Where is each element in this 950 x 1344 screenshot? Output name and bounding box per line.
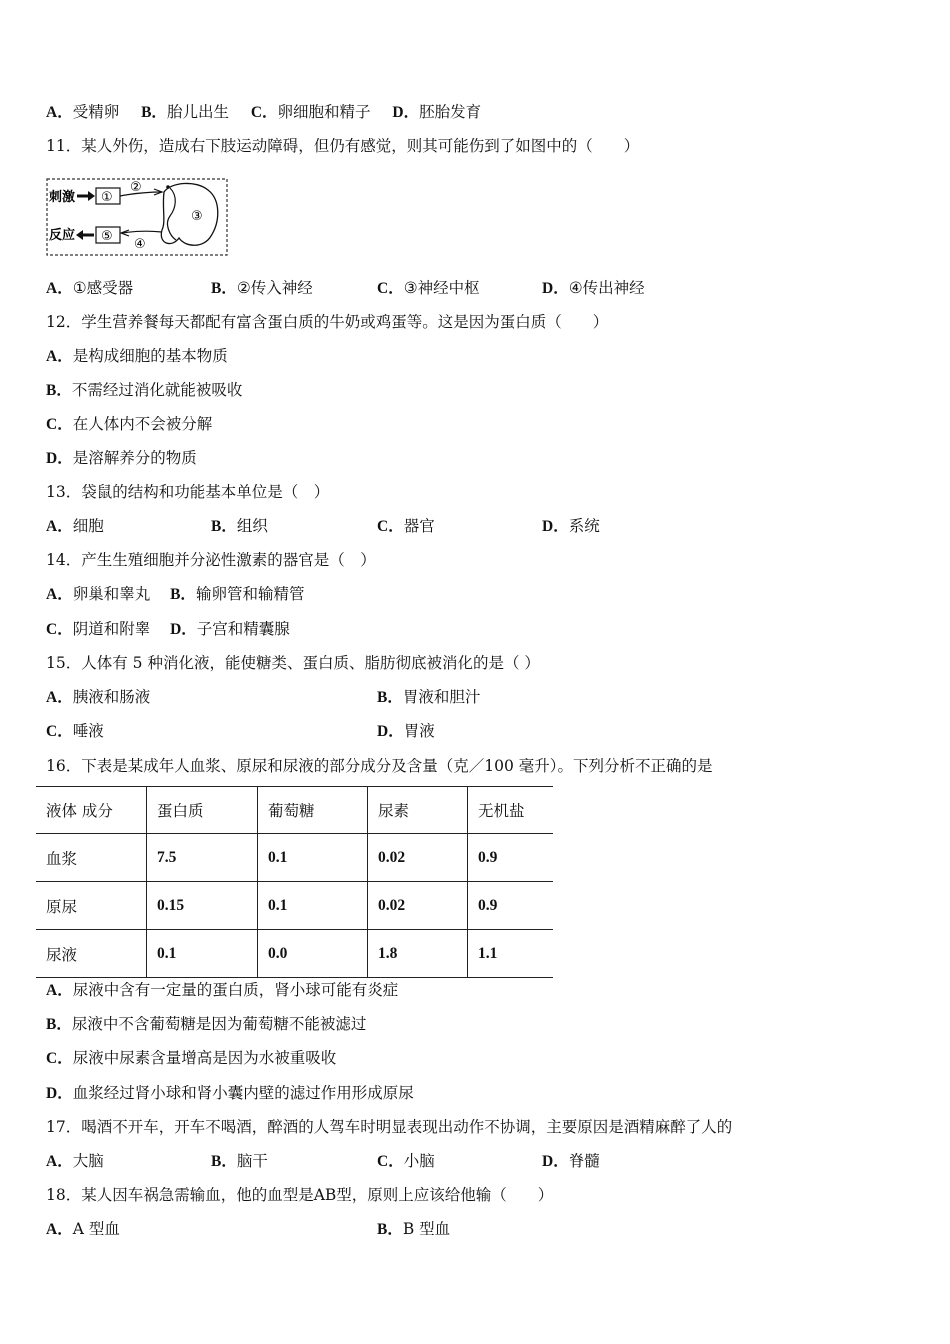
q11-option-a-letter: A． — [46, 280, 73, 297]
q15-option-a-text: 胰液和肠液 — [72, 688, 151, 706]
q10-options — [46, 102, 481, 123]
q13-option-d-letter: D． — [542, 518, 569, 535]
q14-option-a-letter: A． — [46, 586, 73, 603]
q11-option-d-letter: D． — [542, 280, 569, 297]
table-cell: 血浆 — [36, 834, 147, 882]
q17-option-a-letter: A． — [46, 1153, 73, 1170]
q10-option-d-text: 胚胎发育 — [419, 103, 482, 121]
q12-stem: 12．学生营养餐每天都配有富含蛋白质的牛奶或鸡蛋等。这是因为蛋白质（ ） — [46, 313, 609, 331]
q16-option-b-letter: B． — [46, 1016, 72, 1033]
q16-option-b-text: 尿液中不含葡萄糖是因为葡萄糖不能被滤过 — [71, 1015, 367, 1033]
q12-option-c-text: 在人体内不会被分解 — [72, 415, 213, 433]
q12-option-d — [46, 448, 197, 469]
table-cell: 原尿 — [36, 882, 147, 930]
reflex-arc-diagram — [46, 178, 228, 256]
table-cell: 1.1 — [468, 930, 554, 978]
q12-option-b — [46, 380, 242, 401]
label-stimulus: 刺激 — [49, 190, 76, 205]
q13-option-a-text: 细胞 — [72, 517, 104, 535]
q15-option-b-letter: B． — [377, 689, 403, 706]
q13-option-c-letter: C． — [377, 518, 404, 535]
q16-option-b — [46, 1014, 366, 1035]
table-cell: 0.1 — [258, 882, 368, 930]
q17-stem: 17．喝酒不开车，开车不喝酒，醉酒的人驾车时明显表现出动作不协调，主要原因是酒精麻醉了人的 — [46, 1118, 733, 1136]
q15-option-c-text: 唾液 — [72, 722, 104, 740]
table-cell: 0.02 — [368, 834, 468, 882]
q12-option-d-letter: D． — [46, 450, 73, 467]
node-3: ③ — [191, 209, 203, 224]
q16-option-d-text: 血浆经过肾小球和肾小囊内壁的滤过作用形成原尿 — [72, 1084, 414, 1102]
q16-option-d — [46, 1083, 414, 1104]
q16-option-c-letter: C． — [46, 1050, 73, 1067]
q11-option-c-letter: C． — [377, 280, 404, 297]
q16-option-c — [46, 1048, 336, 1069]
reflex-arc-figure — [46, 178, 228, 256]
q13-option-b-text: 组织 — [236, 517, 268, 535]
table-header-row — [36, 787, 553, 834]
q16-stem: 16．下表是某成年人血浆、原尿和尿液的部分成分及含量（克／100 毫升）。下列分析不正确的是 — [46, 757, 713, 775]
q18-option-b-text: B 型血 — [402, 1220, 451, 1238]
node-4: ④ — [134, 237, 146, 252]
q17-option-d-text: 脊髓 — [568, 1152, 600, 1170]
q14-options-row2 — [46, 619, 290, 640]
q13-option-d-text: 系统 — [568, 517, 600, 535]
q16-option-a-letter: A． — [46, 982, 73, 999]
table-cell: 0.9 — [468, 834, 554, 882]
q14-option-d-letter: D． — [170, 621, 197, 638]
q15-option-b-text: 胃液和胆汁 — [402, 688, 481, 706]
q14-option-c-letter: C． — [46, 621, 73, 638]
q14-option-b-letter: B． — [170, 586, 196, 603]
q13-option-a-letter: A． — [46, 518, 73, 535]
q16-option-c-text: 尿液中尿素含量增高是因为水被重吸收 — [72, 1049, 337, 1067]
q14-option-b-text: 输卵管和输精管 — [195, 585, 305, 603]
q17-option-a-text: 大脑 — [72, 1152, 104, 1170]
table-header-cell: 尿素 — [368, 787, 468, 834]
table-cell: 0.02 — [368, 882, 468, 930]
table-cell: 0.1 — [258, 834, 368, 882]
q13-stem: 13．袋鼠的结构和功能基本单位是（ ） — [46, 483, 330, 501]
q10-option-d-letter: D． — [392, 104, 420, 121]
q17-option-c-letter: C． — [377, 1153, 404, 1170]
q12-option-a — [46, 346, 228, 367]
table-cell: 7.5 — [147, 834, 258, 882]
q15-option-c-letter: C． — [46, 723, 73, 740]
q17-option-c-text: 小脑 — [403, 1152, 435, 1170]
q14-option-a-text: 卵巢和睾丸 — [72, 585, 151, 603]
q11-option-b-letter: B． — [211, 280, 237, 297]
node-5: ⑤ — [101, 229, 113, 244]
table-header-cell: 葡萄糖 — [258, 787, 368, 834]
q12-option-a-letter: A． — [46, 348, 73, 365]
q10-option-c-text: 卵细胞和精子 — [277, 103, 371, 121]
q11-option-d-text: ④传出神经 — [568, 279, 645, 297]
table-cell: 0.1 — [147, 930, 258, 978]
q10-option-b-letter: B． — [141, 104, 167, 121]
table-cell: 1.8 — [368, 930, 468, 978]
table-cell: 尿液 — [36, 930, 147, 978]
q15-option-d-text: 胃液 — [403, 722, 435, 740]
q10-option-c-letter: C． — [250, 104, 278, 121]
q12-option-d-text: 是溶解养分的物质 — [72, 449, 197, 467]
q16-option-a — [46, 980, 398, 1001]
q18-stem: 18．某人因车祸急需输血，他的血型是AB型，原则上应该给他输（ ） — [46, 1186, 554, 1204]
composition-table — [36, 786, 553, 978]
q14-options-row1 — [46, 584, 304, 605]
q17-option-b-text: 脑干 — [236, 1152, 268, 1170]
q10-option-a-text: 受精卵 — [72, 103, 120, 121]
q12-option-b-text: 不需经过消化就能被吸收 — [71, 381, 243, 399]
q17-option-b-letter: B． — [211, 1153, 237, 1170]
q12-option-c-letter: C． — [46, 416, 73, 433]
table-cell: 0.9 — [468, 882, 554, 930]
q15-option-a-letter: A． — [46, 689, 73, 706]
q12-option-a-text: 是构成细胞的基本物质 — [72, 347, 228, 365]
table-cell: 0.15 — [147, 882, 258, 930]
q15-stem: 15．人体有 5 种消化液，能使糖类、蛋白质、脂肪彻底被消化的是（ ） — [46, 654, 540, 672]
q11-option-c-text: ③神经中枢 — [403, 279, 480, 297]
q14-option-c-text: 阴道和附睾 — [72, 620, 151, 638]
q18-option-b-letter: B． — [377, 1221, 403, 1238]
table-row — [36, 930, 553, 978]
q11-option-a-text: ①感受器 — [72, 279, 134, 297]
table-header-cell: 液体 成分 — [36, 787, 147, 834]
node-2: ② — [130, 180, 142, 195]
label-response: 反应 — [49, 228, 76, 243]
q15-option-d-letter: D． — [377, 723, 404, 740]
table-header-cell: 无机盐 — [468, 787, 554, 834]
q13-option-c-text: 器官 — [403, 517, 435, 535]
q10-option-b-text: 胎儿出生 — [166, 103, 229, 121]
node-1: ① — [101, 190, 113, 205]
table-header-cell: 蛋白质 — [147, 787, 258, 834]
q14-stem: 14．产生生殖细胞并分泌性激素的器官是（ ） — [46, 551, 376, 569]
table-row — [36, 834, 553, 882]
q16-option-a-text: 尿液中含有一定量的蛋白质，肾小球可能有炎症 — [72, 981, 399, 999]
q12-option-b-letter: B． — [46, 382, 72, 399]
q18-option-a-letter: A． — [46, 1221, 73, 1238]
q13-option-b-letter: B． — [211, 518, 237, 535]
q17-option-d-letter: D． — [542, 1153, 569, 1170]
q11-stem: 11．某人外伤，造成右下肢运动障碍，但仍有感觉，则其可能伤到了如图中的（ ） — [46, 137, 640, 155]
table-cell: 0.0 — [258, 930, 368, 978]
q10-option-a-letter: A． — [46, 104, 73, 121]
q11-option-b-text: ②传入神经 — [236, 279, 313, 297]
q18-option-a-text: A 型血 — [72, 1220, 120, 1238]
q16-option-d-letter: D． — [46, 1085, 73, 1102]
q14-option-d-text: 子宫和精囊腺 — [196, 620, 290, 638]
q12-option-c — [46, 414, 212, 435]
table-row — [36, 882, 553, 930]
